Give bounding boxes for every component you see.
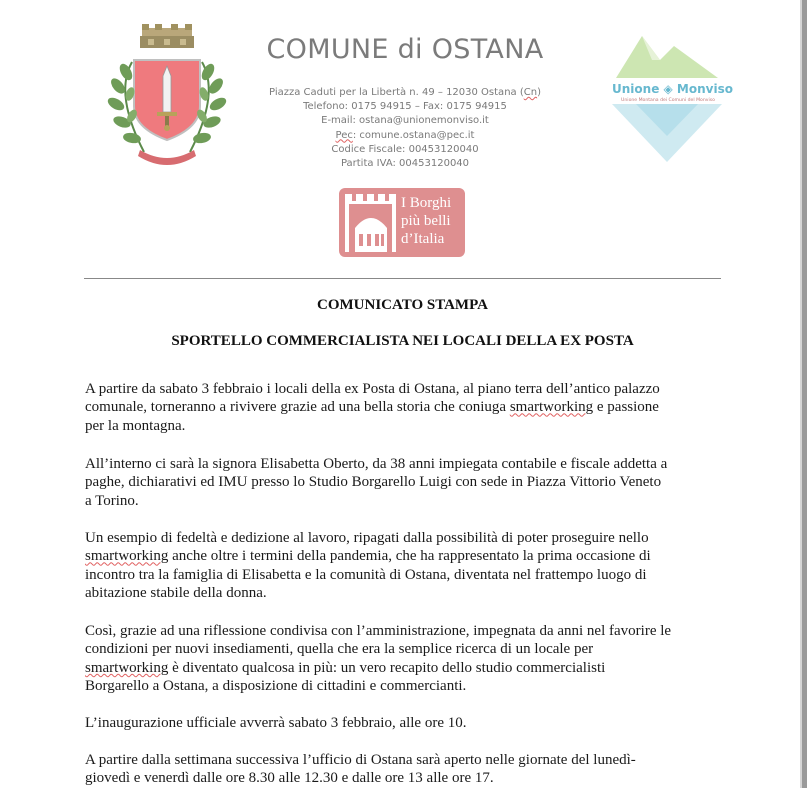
spellcheck-word[interactable]: smartworking [85,659,169,676]
tax-code-line: Codice Fiscale: 00453120040 [331,143,479,155]
paragraph-3: Un esempio di fedeltà e dedizione al lavoro, ripagati dalla possibilità di poter proseguire nello smartworking anche oltre i termini della pandemia, che ha rappresentato la prima occasione di incontro tra la famiglia di Elisabetta e la comunità di Ostana, diventata nel frattempo luogo di abitazione stabile della donna. [85,530,651,602]
header-divider [84,278,721,279]
address-line: Piazza Caduti per la Libertà n. 49 – 12030 Ostana (Cn) [269,87,541,98]
press-release-heading: COMUNICATO STAMPA [317,297,488,313]
contact-block [230,86,580,171]
paragraph-4: Così, grazie ad una riflessione condivisa con l’amministrazione, impegnata da anni nel favorire le condizioni per nuovi insediamenti, quella che era la semplice ricerca di un locale per smartworking è diventato qualcosa in più: un vero recapito dello studio commercialisti Borgarello a Ostana, a disposizione di cittadini e commercianti. [85,623,672,695]
coat-of-arms-icon [104,24,230,174]
municipality-title: COMUNE di OSTANA [266,34,544,65]
paragraph-6: A partire dalla settimana successiva l’ufficio di Ostana sarà aperto nelle giornate del lunedì- giovedì e venerdì dalle ore 8.30 alle 12.30 e dalle ore 13 alle ore 17. [85,752,636,787]
borghi-logo-text: I Borghi più belli d’Italia [401,195,452,247]
paragraph-5: L’inaugurazione ufficiale avverrà sabato 3 febbraio, alle ore 10. [85,715,467,731]
window-border [802,0,807,788]
borghi-piu-belli-logo [339,188,465,257]
paragraph-2: All’interno ci sarà la signora Elisabetta Oberto, da 38 anni impiegata contabile e fiscale addetta a paghe, dichiarativi ed IMU presso lo Studio Borgarello Luigi con sede in Piazza Vittorio Veneto a Torino. [85,456,668,509]
spellcheck-word[interactable]: smartworking [85,548,169,565]
paragraph-1: A partire da sabato 3 febbraio i locali della ex Posta di Ostana, al piano terra dell’antico palazzo comunale, torneranno a rivivere grazie ad una bella storia che coniuga smartworking e passione per la montagna. [85,381,660,434]
castle-icon [345,194,397,252]
unione-monviso-logo-icon [608,32,733,162]
email-line: E-mail: ostana@unionemonviso.it [321,115,489,127]
unione-monviso-name: Unione ◈ Monviso [612,82,733,96]
unione-monviso-subtitle: Unione Montana dei Comuni del Monviso [621,98,715,103]
vat-line: Partita IVA: 00453120040 [340,158,470,170]
phone-fax-line: Telefono: 0175 94915 – Fax: 0175 94915 [303,101,507,113]
spellcheck-word[interactable]: smartworking [509,399,594,416]
pec-line: Pec: comune.ostana@pec.it [335,129,475,141]
press-release-subject: SPORTELLO COMMERCIALISTA NEI LOCALI DELLA EX POSTA [171,333,634,349]
